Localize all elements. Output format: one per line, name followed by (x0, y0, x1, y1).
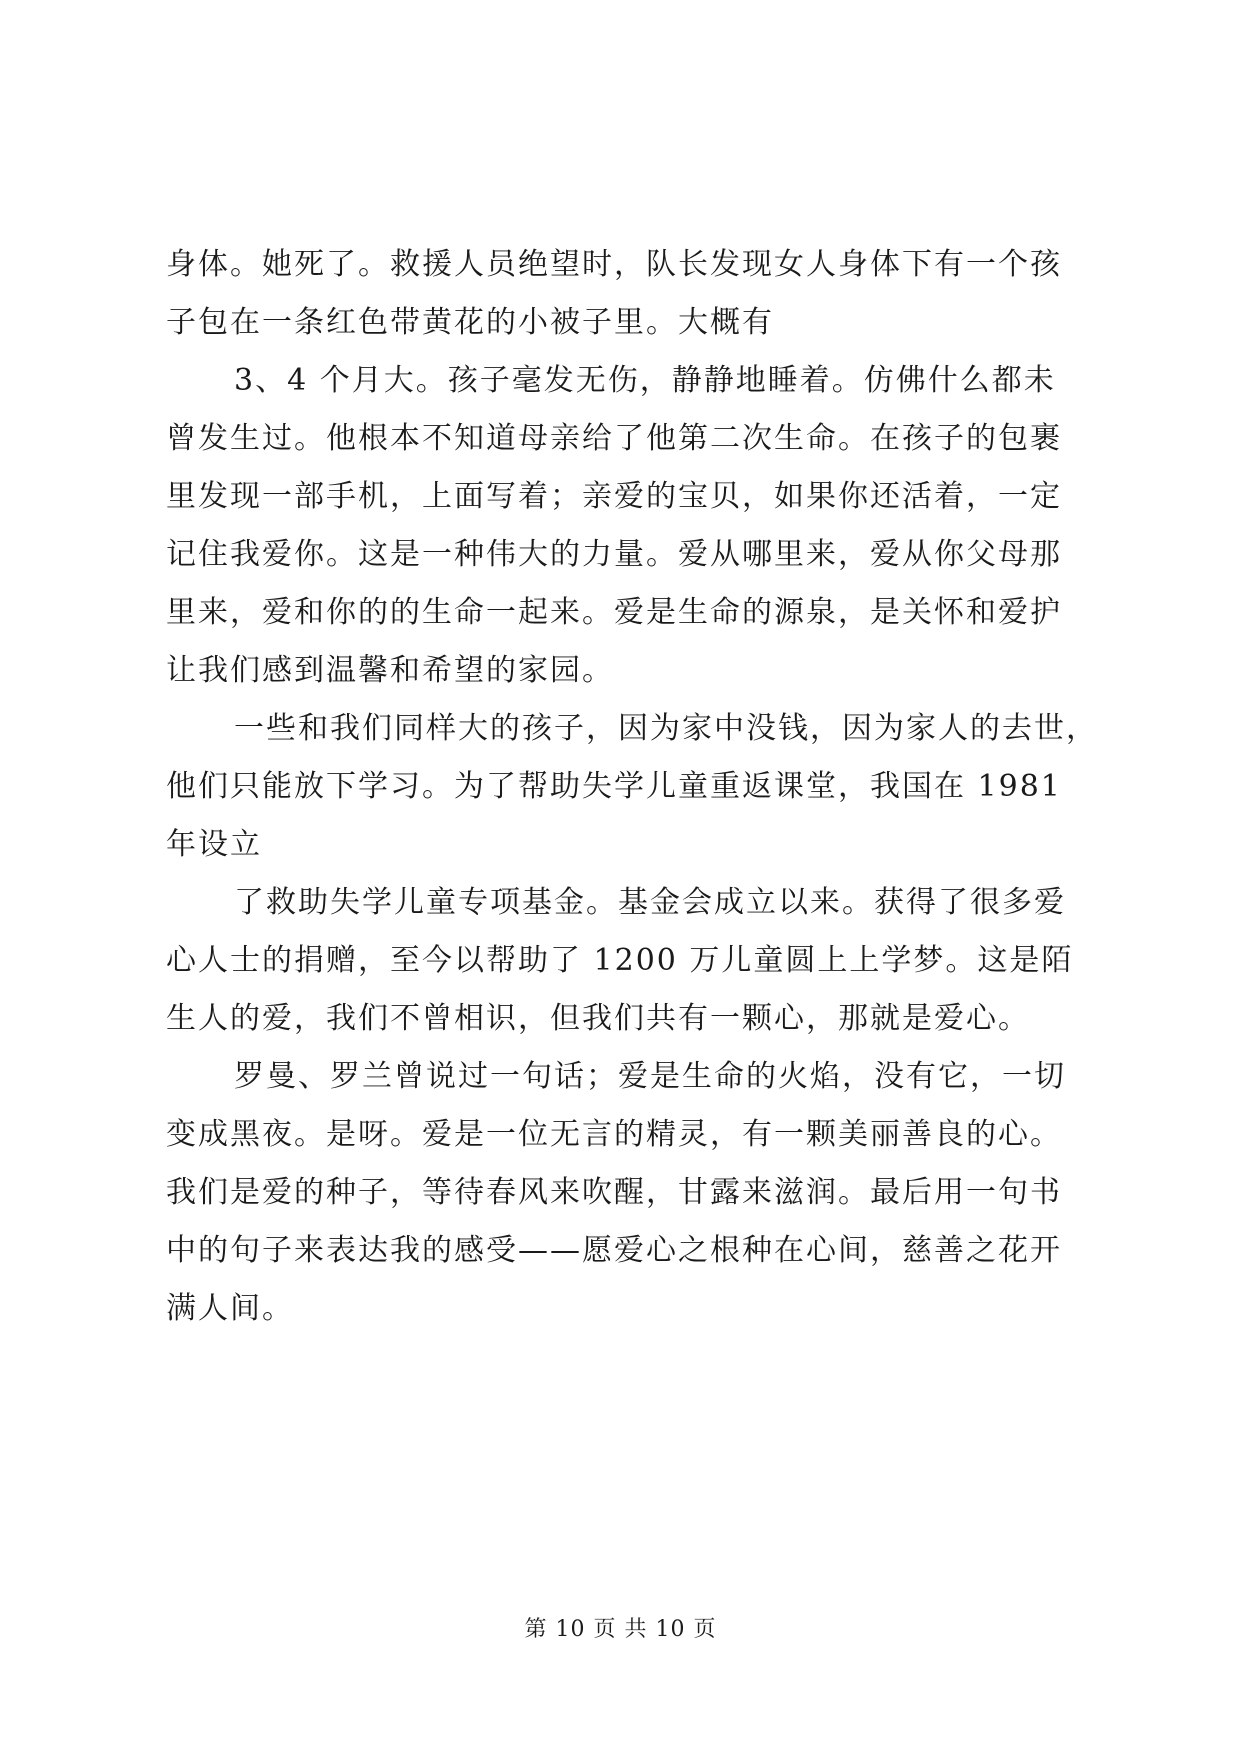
text-line: 身体。她死了。救援人员绝望时，队长发现女人身体下有一个孩 (166, 247, 1062, 282)
text-line: 一些和我们同样大的孩子，因为家中没钱，因为家人的去世， (234, 711, 1098, 746)
text-line: 里发现一部手机，上面写着；亲爱的宝贝，如果你还活着，一定 (166, 479, 1062, 514)
text-line: 变成黑夜。是呀。爱是一位无言的精灵，有一颗美丽善良的心。 (166, 1117, 1062, 1152)
text-line: 3、4 个月大。孩子毫发无伤，静静地睡着。仿佛什么都未 (234, 363, 1056, 398)
text-line: 生人的爱，我们不曾相识，但我们共有一颗心，那就是爱心。 (166, 1001, 1030, 1036)
text-line: 我们是爱的种子，等待春风来吹醒，甘露来滋润。最后用一句书 (166, 1175, 1062, 1210)
text-line: 心人士的捐赠，至今以帮助了 1200 万儿童圆上上学梦。这是陌 (166, 943, 1074, 978)
text-line: 里来，爱和你的的生命一起来。爱是生命的源泉，是关怀和爱护 (166, 595, 1062, 630)
page-number-footer: 第 10 页 共 10 页 (524, 1617, 717, 1642)
text-line: 中的句子来表达我的感受——愿爱心之根种在心间，慈善之花开 (166, 1233, 1062, 1268)
text-line: 年设立 (166, 827, 262, 862)
text-line: 满人间。 (166, 1291, 294, 1326)
text-line: 他们只能放下学习。为了帮助失学儿童重返课堂，我国在 1981 (166, 769, 1062, 804)
text-line: 了救助失学儿童专项基金。基金会成立以来。获得了很多爱 (234, 885, 1066, 920)
text-line: 记住我爱你。这是一种伟大的力量。爱从哪里来，爱从你父母那 (166, 537, 1062, 572)
text-line: 子包在一条红色带黄花的小被子里。大概有 (166, 305, 774, 340)
text-line: 曾发生过。他根本不知道母亲给了他第二次生命。在孩子的包裹 (166, 421, 1062, 456)
text-line: 罗曼、罗兰曾说过一句话；爱是生命的火焰，没有它，一切 (234, 1059, 1066, 1094)
text-line: 让我们感到温馨和希望的家园。 (166, 653, 614, 688)
body-text (166, 236, 1098, 1338)
